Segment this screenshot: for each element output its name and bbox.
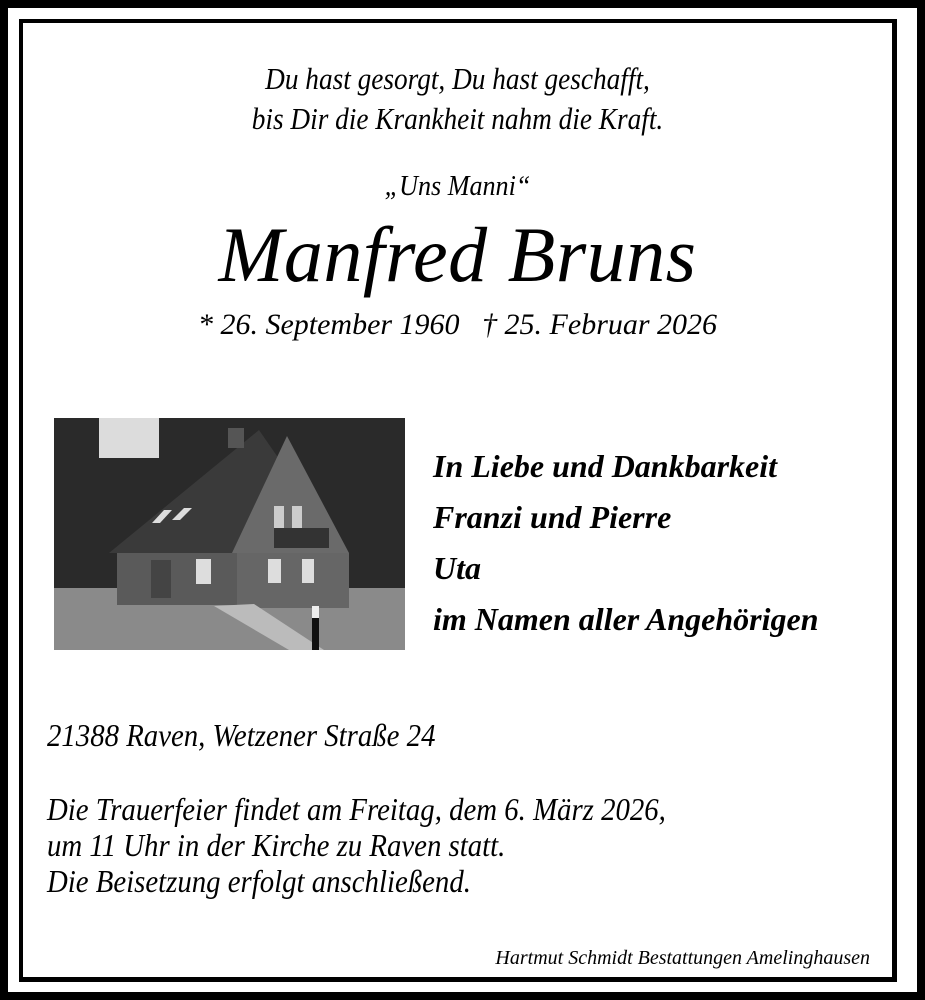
verse [75, 59, 840, 139]
address: 21388 Raven, Wetzener Straße 24 [47, 717, 436, 753]
funeral-home: Hartmut Schmidt Bestattungen Amelinghausen [495, 947, 870, 969]
mourner-line: Franzi und Pierre [433, 499, 672, 535]
deceased-name: Manfred Bruns [218, 211, 697, 298]
mourner-line: im Namen aller Angehörigen [433, 601, 819, 637]
verse-line: Du hast gesorgt, Du hast geschafft, [265, 61, 650, 96]
ceremony-info [47, 791, 666, 899]
obituary-notice [19, 19, 897, 982]
ceremony-line: um 11 Uhr in der Kirche zu Raven statt. [47, 827, 506, 863]
outer-frame [8, 8, 917, 992]
thanks-line: In Liebe und Dankbarkeit [433, 448, 778, 484]
life-dates: * 26. September 1960 † 25. Februar 2026 [197, 308, 718, 341]
house-photo [54, 418, 405, 650]
ceremony-line: Die Beisetzung erfolgt anschließend. [47, 863, 471, 899]
thanks-block [433, 441, 819, 645]
ceremony-line: Die Trauerfeier findet am Freitag, dem 6. März 2026, [47, 791, 666, 827]
verse-line: bis Dir die Krankheit nahm die Kraft. [251, 101, 664, 136]
house-image-icon [54, 418, 405, 650]
nickname: „Uns Manni“ [384, 170, 531, 202]
mourner-line: Uta [433, 550, 481, 586]
